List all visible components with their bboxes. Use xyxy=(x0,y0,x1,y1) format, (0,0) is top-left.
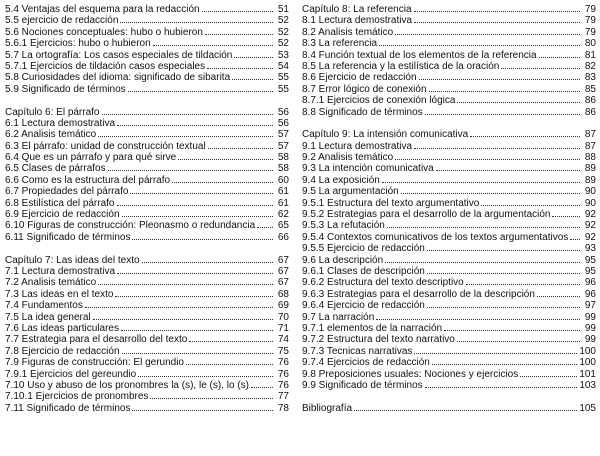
toc-entry-title: 6.1 Lectura demostrativa xyxy=(5,117,116,129)
toc-entry[interactable] xyxy=(5,26,289,37)
toc-entry[interactable] xyxy=(302,71,596,82)
toc-entry-title: 9.5.5 Ejercicio de redacción xyxy=(302,243,425,254)
toc-entry-title: 6.11 Significado de términos xyxy=(5,231,131,243)
dot-leader xyxy=(520,368,577,377)
dot-leader xyxy=(466,276,580,285)
toc-entry-page-number: 68 xyxy=(277,288,289,300)
toc-entry[interactable] xyxy=(5,254,289,265)
toc-entry-page-number: 105 xyxy=(579,402,596,414)
toc-entry-page-number: 70 xyxy=(277,311,289,322)
toc-entry-page-number: 51 xyxy=(277,4,289,15)
dot-leader xyxy=(128,83,273,92)
toc-entry[interactable] xyxy=(302,345,596,356)
dot-leader xyxy=(537,288,580,297)
toc-entry[interactable] xyxy=(302,379,596,390)
toc-entry-title: 8.5 La referencia y la estilística de la oración xyxy=(302,60,500,72)
toc-entry[interactable] xyxy=(302,208,596,219)
dot-leader xyxy=(208,140,273,149)
toc-entry[interactable] xyxy=(5,219,289,230)
toc-entry[interactable] xyxy=(302,185,596,196)
toc-entry[interactable] xyxy=(302,276,596,287)
toc-entry-page-number: 57 xyxy=(277,129,289,140)
toc-entry-page-number: 100 xyxy=(579,357,596,368)
toc-entry-title: 7.1 Lectura demostrativa xyxy=(5,265,116,277)
toc-entry-page-number: 95 xyxy=(584,265,596,277)
toc-entry[interactable] xyxy=(302,37,596,48)
dot-leader xyxy=(552,208,580,217)
toc-entry[interactable] xyxy=(302,368,596,379)
toc-entry-title: 9.5 La argumentación xyxy=(302,186,399,197)
toc-entry-page-number: 61 xyxy=(277,197,289,209)
toc-entry-title: Capítulo 8: La referencia xyxy=(302,4,412,15)
toc-entry[interactable] xyxy=(5,60,289,71)
dot-leader xyxy=(414,14,580,23)
toc-entry-page-number: 85 xyxy=(584,83,596,95)
section-gap xyxy=(302,117,596,128)
dot-leader xyxy=(481,197,580,206)
toc-entry-page-number: 89 xyxy=(584,163,596,174)
toc-entry-page-number: 100 xyxy=(579,345,596,357)
dot-leader xyxy=(189,333,273,342)
toc-entry-title: Capítulo 7: Las ideas del texto xyxy=(5,254,140,265)
toc-entry-title: 5.6 Nociones conceptuales: hubo o hubieron xyxy=(5,26,203,38)
toc-entry-title: 9.7.2 Estructura del texto narrativo xyxy=(302,334,455,345)
toc-entry[interactable] xyxy=(302,151,596,162)
dot-leader xyxy=(172,174,273,183)
toc-entry-title: 9.1 Lectura demostrativa xyxy=(302,140,413,152)
toc-entry-title: 5.6.1 Ejercicios: hubo o hubieron xyxy=(5,38,151,49)
dot-leader xyxy=(401,185,580,194)
toc-entry[interactable] xyxy=(302,299,596,310)
toc-entry-page-number: 93 xyxy=(584,243,596,254)
toc-entry-page-number: 53 xyxy=(277,49,289,60)
toc-entry[interactable] xyxy=(5,197,289,208)
toc-entry-page-number: 56 xyxy=(277,117,289,129)
toc-entry[interactable] xyxy=(5,368,289,379)
toc-entry[interactable] xyxy=(302,140,596,151)
toc-entry-title: 9.8 Preposiciones usuales: Nociones y ejercicios xyxy=(302,368,519,379)
toc-entry-title: 5.5 ejercicio de redacción xyxy=(5,15,119,26)
toc-entry-title: 8.1 Lectura demostrativa xyxy=(302,15,413,26)
toc-entry-page-number: 99 xyxy=(584,311,596,322)
toc-entry-title: 9.5.2 Estrategias para el desarrollo de la argumentación xyxy=(302,209,551,220)
toc-entry-title: 6.4 Que es un párrafo y para qué sirve xyxy=(5,152,177,163)
dot-leader xyxy=(379,37,580,46)
dot-leader xyxy=(470,128,580,137)
toc-entry[interactable] xyxy=(5,37,289,48)
toc-entry-title: 9.6.3 Estrategias para el desarrollo de la descripción xyxy=(302,288,535,300)
toc-entry-page-number: 96 xyxy=(584,288,596,300)
toc-entry[interactable] xyxy=(5,106,289,117)
toc-entry-title: 7.2 Analisis temático xyxy=(5,277,97,288)
toc-entry[interactable] xyxy=(302,83,596,94)
dot-leader xyxy=(98,128,273,137)
toc-entry[interactable] xyxy=(302,254,596,265)
toc-entry-page-number: 67 xyxy=(277,265,289,277)
toc-entry-page-number: 58 xyxy=(277,152,289,163)
toc-entry-page-number: 52 xyxy=(277,15,289,26)
toc-entry-page-number: 65 xyxy=(277,220,289,231)
toc-entry[interactable] xyxy=(302,197,596,208)
toc-entry-page-number: 99 xyxy=(584,322,596,334)
toc-entry-page-number: 55 xyxy=(277,72,289,83)
toc-entry-title: 9.6 La descripción xyxy=(302,254,384,265)
toc-entry-page-number: 67 xyxy=(277,254,289,265)
toc-entry-page-number: 52 xyxy=(277,26,289,38)
toc-entry-page-number: 88 xyxy=(584,152,596,163)
toc-entry[interactable] xyxy=(302,174,596,185)
dot-leader xyxy=(178,151,273,160)
dot-leader xyxy=(115,288,273,297)
toc-entry[interactable] xyxy=(302,128,596,139)
toc-entry-title: 8.7.1 Ejercicios de conexión lógica xyxy=(302,95,456,106)
dot-leader xyxy=(98,276,273,285)
toc-entry-page-number: 57 xyxy=(277,140,289,152)
toc-entry[interactable] xyxy=(5,140,289,151)
toc-entry-page-number: 77 xyxy=(277,391,289,402)
toc-entry-title: 5.7 La ortografía: Los casos especiales de tildación xyxy=(5,49,233,60)
dot-leader xyxy=(153,37,273,46)
dot-leader xyxy=(419,71,580,80)
toc-entry-page-number: 101 xyxy=(579,368,596,379)
toc-entry-page-number: 90 xyxy=(584,186,596,197)
dot-leader xyxy=(414,3,580,12)
toc-entry[interactable] xyxy=(5,402,289,413)
dot-leader xyxy=(117,197,274,206)
toc-entry[interactable] xyxy=(302,219,596,230)
toc-entry[interactable] xyxy=(302,333,596,344)
dot-leader xyxy=(132,231,273,240)
toc-entry-title: 9.6.4 Ejercicio de redacción xyxy=(302,300,425,311)
toc-entry-title: 9.9 Significado de términos xyxy=(302,379,423,391)
toc-entry[interactable] xyxy=(5,356,289,367)
toc-entry[interactable] xyxy=(5,117,289,128)
toc-entry-page-number: 96 xyxy=(584,277,596,288)
toc-entry-title: 8.3 La referencia xyxy=(302,38,378,49)
toc-entry-title: 9.6.1 Clases de descripción xyxy=(302,265,425,277)
section-gap xyxy=(5,94,289,105)
toc-entry[interactable] xyxy=(5,288,289,299)
toc-entry[interactable] xyxy=(5,311,289,322)
toc-entry-page-number: 54 xyxy=(277,60,289,72)
toc-entry-title: 9.3 La intención comunicativa xyxy=(302,163,434,174)
dot-leader xyxy=(457,94,580,103)
toc-entry-page-number: 79 xyxy=(584,26,596,38)
dot-leader xyxy=(234,49,273,58)
toc-entry-title: 5.7.1 Ejercicios de tildación casos especiales xyxy=(5,60,206,72)
dot-leader xyxy=(142,254,273,263)
toc-entry-page-number: 79 xyxy=(584,15,596,26)
toc-entry-title: 6.3 El párrafo: unidad de construcción textual xyxy=(5,140,206,152)
toc-entry-page-number: 76 xyxy=(277,379,289,391)
dot-leader xyxy=(117,117,273,126)
toc-entry-page-number: 87 xyxy=(584,129,596,140)
toc-entry-title: 7.7 Estrategia para el desarrollo del texto xyxy=(5,334,188,345)
dot-leader xyxy=(387,219,580,228)
toc-entry-page-number: 86 xyxy=(584,95,596,106)
toc-entry-title: 9.5.1 Estructura del texto argumentativo xyxy=(302,197,480,209)
toc-right-column xyxy=(302,3,596,413)
toc-entry-title: 8.7 Error lógico de conexión xyxy=(302,83,427,95)
toc-entry-title: 8.4 Función textual de los elementos de la referencia xyxy=(302,49,537,60)
dot-leader xyxy=(117,265,273,274)
toc-entry-page-number: 103 xyxy=(579,379,596,391)
toc-entry[interactable] xyxy=(5,231,289,242)
toc-entry-page-number: 55 xyxy=(277,83,289,95)
dot-leader xyxy=(570,231,580,240)
toc-entry-page-number: 99 xyxy=(584,334,596,345)
toc-entry-page-number: 82 xyxy=(584,60,596,72)
toc-entry[interactable] xyxy=(5,49,289,60)
toc-entry-title: 8.8 Significado de términos xyxy=(302,106,423,117)
dot-leader xyxy=(207,60,273,69)
toc-entry[interactable] xyxy=(302,311,596,322)
toc-entry[interactable] xyxy=(5,162,289,173)
toc-entry-title: Capítulo 6: El párrafo xyxy=(5,106,100,117)
dot-leader xyxy=(205,26,273,35)
toc-entry-page-number: 92 xyxy=(584,209,596,220)
toc-entry[interactable] xyxy=(302,265,596,276)
toc-left-column xyxy=(5,3,289,413)
toc-entry-page-number: 87 xyxy=(584,140,596,152)
dot-leader xyxy=(376,311,580,320)
toc-entry[interactable] xyxy=(302,106,596,117)
toc-entry-title: 7.10 Uso y abuso de los pronombres la (s), le (s), lo (s) xyxy=(5,379,249,391)
toc-entry-title: 9.5.4 Contextos comunicativos de los textos argumentativos xyxy=(302,231,569,243)
toc-entry-page-number: 81 xyxy=(584,49,596,60)
dot-leader xyxy=(436,162,580,171)
dot-leader xyxy=(414,140,580,149)
toc-entry-page-number: 66 xyxy=(277,231,289,243)
toc-entry-page-number: 90 xyxy=(584,197,596,209)
toc-entry-title: 6.9 Ejercicio de redacción xyxy=(5,209,120,220)
toc-entry-page-number: 97 xyxy=(584,300,596,311)
dot-leader xyxy=(85,299,273,308)
dot-leader xyxy=(121,322,273,331)
toc-entry[interactable] xyxy=(302,322,596,333)
toc-entry[interactable] xyxy=(5,333,289,344)
toc-entry-page-number: 78 xyxy=(277,402,289,414)
toc-entry-title: 8.6 Ejercicio de redacción xyxy=(302,72,417,83)
dot-leader xyxy=(150,390,273,399)
toc-entry[interactable] xyxy=(302,14,596,25)
toc-entry-title: 5.4 Ventajas del esquema para la redacción xyxy=(5,4,200,15)
toc-entry[interactable] xyxy=(5,151,289,162)
toc-entry-page-number: 89 xyxy=(584,174,596,186)
dot-leader xyxy=(232,71,273,80)
dot-leader xyxy=(122,208,273,217)
toc-entry-page-number: 67 xyxy=(277,277,289,288)
dot-leader xyxy=(385,254,580,263)
toc-entry-page-number: 56 xyxy=(277,106,289,117)
toc-entry-page-number: 92 xyxy=(584,231,596,243)
toc-entry-title: 7.10.1 Ejercicios de pronombres xyxy=(5,391,149,402)
toc-entry[interactable] xyxy=(302,288,596,299)
toc-entry-title: Bibliografía xyxy=(302,402,353,414)
toc-entry-page-number: 92 xyxy=(584,220,596,231)
toc-entry[interactable] xyxy=(5,390,289,401)
dot-leader xyxy=(251,379,273,388)
section-gap xyxy=(302,390,596,401)
toc-entry[interactable] xyxy=(5,71,289,82)
dot-leader xyxy=(202,3,273,12)
toc-entry[interactable] xyxy=(5,185,289,196)
toc-entry[interactable] xyxy=(302,94,596,105)
toc-entry-title: 6.10 Figuras de construcción: Pleonasmo o redundancia xyxy=(5,220,256,231)
toc-entry[interactable] xyxy=(302,242,596,253)
toc-entry-title: 8.2 Analisis temático xyxy=(302,26,394,38)
dot-leader xyxy=(122,345,273,354)
toc-entry-title: 9.7 La narración xyxy=(302,311,375,322)
toc-entry[interactable] xyxy=(5,3,289,14)
toc-entry[interactable] xyxy=(5,379,289,390)
toc-entry[interactable] xyxy=(302,231,596,242)
toc-entry-title: 7.8 Ejercicio de redacción xyxy=(5,345,120,357)
toc-entry-title: 7.5 La idea general xyxy=(5,311,91,322)
toc-entry-title: 9.7.4 Ejercicios de redacción xyxy=(302,357,430,368)
toc-entry[interactable] xyxy=(5,128,289,139)
dot-leader xyxy=(395,26,580,35)
toc-entry-page-number: 58 xyxy=(277,163,289,174)
dot-leader xyxy=(132,402,273,411)
toc-entry[interactable] xyxy=(5,276,289,287)
toc-entry[interactable] xyxy=(5,83,289,94)
toc-entry-page-number: 76 xyxy=(277,357,289,368)
toc-entry-page-number: 79 xyxy=(584,4,596,15)
toc-entry[interactable] xyxy=(302,402,596,413)
dot-leader xyxy=(425,379,578,388)
toc-entry[interactable] xyxy=(302,60,596,71)
toc-entry-title: 6.5 Clases de párrafos xyxy=(5,163,106,174)
dot-leader xyxy=(108,162,273,171)
dot-leader xyxy=(186,356,273,365)
toc-entry[interactable] xyxy=(302,26,596,37)
dot-leader xyxy=(432,356,577,365)
dot-leader xyxy=(354,402,577,411)
dot-leader xyxy=(120,14,273,23)
toc-entry-page-number: 74 xyxy=(277,334,289,345)
dot-leader xyxy=(501,60,580,69)
dot-leader xyxy=(93,311,273,320)
toc-entry[interactable] xyxy=(5,174,289,185)
toc-entry-title: 7.11 Significado de términos xyxy=(5,402,131,414)
toc-entry[interactable] xyxy=(302,3,596,14)
toc-entry[interactable] xyxy=(302,49,596,60)
toc-entry-page-number: 75 xyxy=(277,345,289,357)
toc-entry-title: Capítulo 9: La intensión comunicativa xyxy=(302,129,469,140)
toc-entry-title: 6.6 Como es la estructura del párrafo xyxy=(5,174,171,186)
dot-leader xyxy=(130,185,273,194)
dot-leader xyxy=(444,322,580,331)
dot-leader xyxy=(382,174,580,183)
toc-entry-title: 9.7.1 elementos de la narración xyxy=(302,322,443,334)
dot-leader xyxy=(427,242,580,251)
toc-entry-title: 7.3 Las ideas en el texto xyxy=(5,288,114,300)
toc-entry-title: 6.2 Analisis temático xyxy=(5,129,97,140)
toc-entry[interactable] xyxy=(5,14,289,25)
dot-leader xyxy=(257,219,273,228)
dot-leader xyxy=(539,49,580,58)
dot-leader xyxy=(102,106,274,115)
toc-entry[interactable] xyxy=(5,345,289,356)
toc-entry-page-number: 61 xyxy=(277,186,289,197)
toc-entry[interactable] xyxy=(5,322,289,333)
toc-entry-title: 9.7.3 Tecnicas narrativas xyxy=(302,345,413,357)
toc-entry-page-number: 95 xyxy=(584,254,596,265)
toc-entry-title: 9.5.3 La refutación xyxy=(302,220,385,231)
toc-entry-title: 7.4 Fundamentos xyxy=(5,300,83,311)
toc-entry-title: 5.8 Curiosidades del idioma: significado de sibarita xyxy=(5,72,231,83)
toc-entry-title: 6.8 Estilística del párrafo xyxy=(5,197,115,209)
toc-entry[interactable] xyxy=(5,299,289,310)
toc-entry-page-number: 52 xyxy=(277,38,289,49)
toc-entry-page-number: 71 xyxy=(277,322,289,334)
toc-entry-title: 7.9.1 Ejercicios del gereundio xyxy=(5,368,137,379)
dot-leader xyxy=(427,299,580,308)
toc-entry-title: 9.2 Analisis temático xyxy=(302,152,394,163)
toc-entry-title: 5.9 Significado de términos xyxy=(5,83,126,95)
toc-entry[interactable] xyxy=(5,208,289,219)
toc-entry-page-number: 62 xyxy=(277,209,289,220)
toc-entry-title: 6.7 Propiedades del párrafo xyxy=(5,186,129,197)
section-gap xyxy=(5,242,289,253)
dot-leader xyxy=(395,151,580,160)
toc-entry-title: 9.6.2 Estructura del texto descriptivo xyxy=(302,277,464,288)
toc-entry-page-number: 60 xyxy=(277,174,289,186)
toc-entry[interactable] xyxy=(302,162,596,173)
toc-entry-title: 9.4 La exposición xyxy=(302,174,380,186)
toc-entry-page-number: 76 xyxy=(277,368,289,379)
dot-leader xyxy=(138,368,273,377)
toc-entry[interactable] xyxy=(302,356,596,367)
dot-leader xyxy=(457,333,580,342)
toc-entry[interactable] xyxy=(5,265,289,276)
dot-leader xyxy=(427,265,580,274)
toc-entry-page-number: 86 xyxy=(584,106,596,117)
toc-entry-page-number: 83 xyxy=(584,72,596,83)
toc-entry-title: 7.9 Figuras de construcción: El gerundio xyxy=(5,357,184,368)
toc-entry-page-number: 69 xyxy=(277,300,289,311)
toc-entry-title: 7.6 Las ideas particulares xyxy=(5,322,119,334)
dot-leader xyxy=(425,106,580,115)
dot-leader xyxy=(414,345,577,354)
dot-leader xyxy=(429,83,580,92)
toc-entry-page-number: 80 xyxy=(584,38,596,49)
